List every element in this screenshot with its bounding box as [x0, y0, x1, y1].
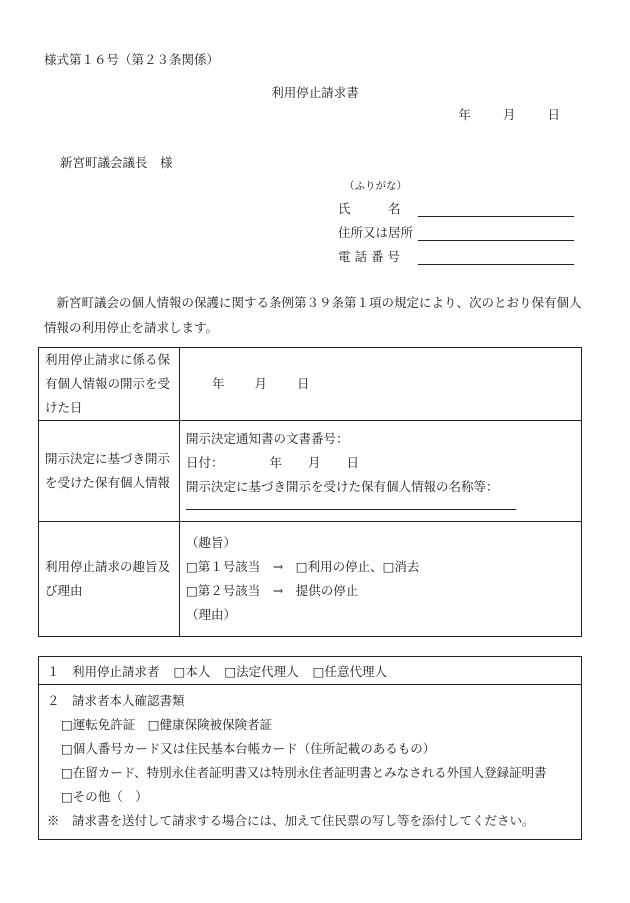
applicant-block	[338, 178, 574, 265]
address-label: 住所又は居所	[338, 225, 414, 240]
name-field[interactable]	[418, 200, 574, 217]
addressee: 新宮町議会議長 様	[60, 155, 173, 170]
reason-heading: （理由）	[186, 607, 237, 622]
date-day: 日	[547, 107, 560, 122]
requester-legal-agent-checkbox[interactable]: □法定代理人	[224, 663, 299, 679]
id-doc-option[interactable]: □個人番号カード又は住民基本台帳カード（住所記載のあるもの）	[61, 741, 436, 756]
purpose-heading: （趣旨）	[186, 535, 237, 550]
notice-date-label: 日付：	[186, 454, 224, 470]
id-doc-option[interactable]: □在留カード、特別永住者証明書又は特別永住者証明書とみなされる外国人登録証明書	[61, 765, 547, 780]
disclosure-month: 月	[254, 376, 268, 391]
phone-field[interactable]	[418, 248, 574, 265]
name-label: 氏 名	[338, 201, 401, 216]
id-docs-heading: ２ 請求者本人確認書類	[47, 693, 185, 708]
phone-label: 電 話 番 号	[338, 249, 400, 264]
page-title: 利用停止請求書	[271, 85, 359, 100]
id-doc-option[interactable]: □運転免許証 □健康保険被保険者証	[61, 717, 273, 732]
request-date	[430, 105, 560, 123]
phone-row	[338, 243, 574, 265]
form-id: 様式第１６号（第２３条関係）	[44, 52, 220, 67]
address-row	[338, 219, 574, 241]
disclosure-date-cell[interactable]	[180, 348, 582, 421]
disclosure-year: 年	[212, 376, 225, 391]
disclosure-day: 日	[297, 376, 310, 391]
requester-self-checkbox[interactable]: □本人	[173, 663, 211, 679]
doc-number-label: 開示決定通知書の文書番号：	[186, 430, 349, 446]
info-name-label: 開示決定に基づき開示を受けた保有個人情報の名称等：	[186, 478, 499, 494]
intro-text: 新宮町議会の個人情報の保護に関する条例第３９条第１項の規定により、次のとおり保有個人情報の利用停止を請求します。	[44, 295, 582, 335]
request-table	[38, 347, 582, 637]
furigana-label: （ふりがな）	[344, 180, 407, 192]
requester-voluntary-agent-checkbox[interactable]: □任意代理人	[312, 663, 387, 679]
purpose-reason-label: 利用停止請求の趣旨及び理由	[39, 522, 180, 637]
date-month: 月	[502, 107, 516, 122]
disclosed-info-cell[interactable]	[180, 421, 582, 522]
requester-type-row	[39, 657, 581, 685]
disclosure-date-label: 利用停止請求に係る保有個人情報の開示を受けた日	[39, 348, 180, 421]
disclosed-info-label: 開示決定に基づき開示を受けた保有個人情報	[39, 421, 180, 522]
name-row	[338, 195, 574, 217]
notice-date-row	[186, 451, 575, 475]
info-name-field[interactable]	[186, 499, 516, 510]
notice-day: 日	[346, 454, 360, 470]
table-row	[39, 421, 582, 522]
table-row	[39, 348, 582, 421]
notice-year: 年	[269, 454, 283, 470]
notice-month: 月	[308, 454, 321, 470]
purpose-option-1[interactable]: □第１号該当 → □利用の停止、□消去	[186, 559, 420, 574]
date-year: 年	[458, 107, 471, 122]
table-row	[39, 522, 582, 637]
purpose-option-2[interactable]: □第２号該当 → 提供の停止	[186, 583, 359, 598]
requester-type-label: １ 利用停止請求者	[47, 663, 160, 679]
requester-box	[38, 656, 582, 840]
attachment-note: ※ 請求書を送付して請求する場合には、加えて住民票の写し等を添付してください。	[47, 813, 535, 828]
address-field[interactable]	[418, 224, 574, 241]
purpose-reason-cell[interactable]	[180, 522, 582, 637]
id-doc-option[interactable]: □その他（ ）	[61, 789, 148, 804]
